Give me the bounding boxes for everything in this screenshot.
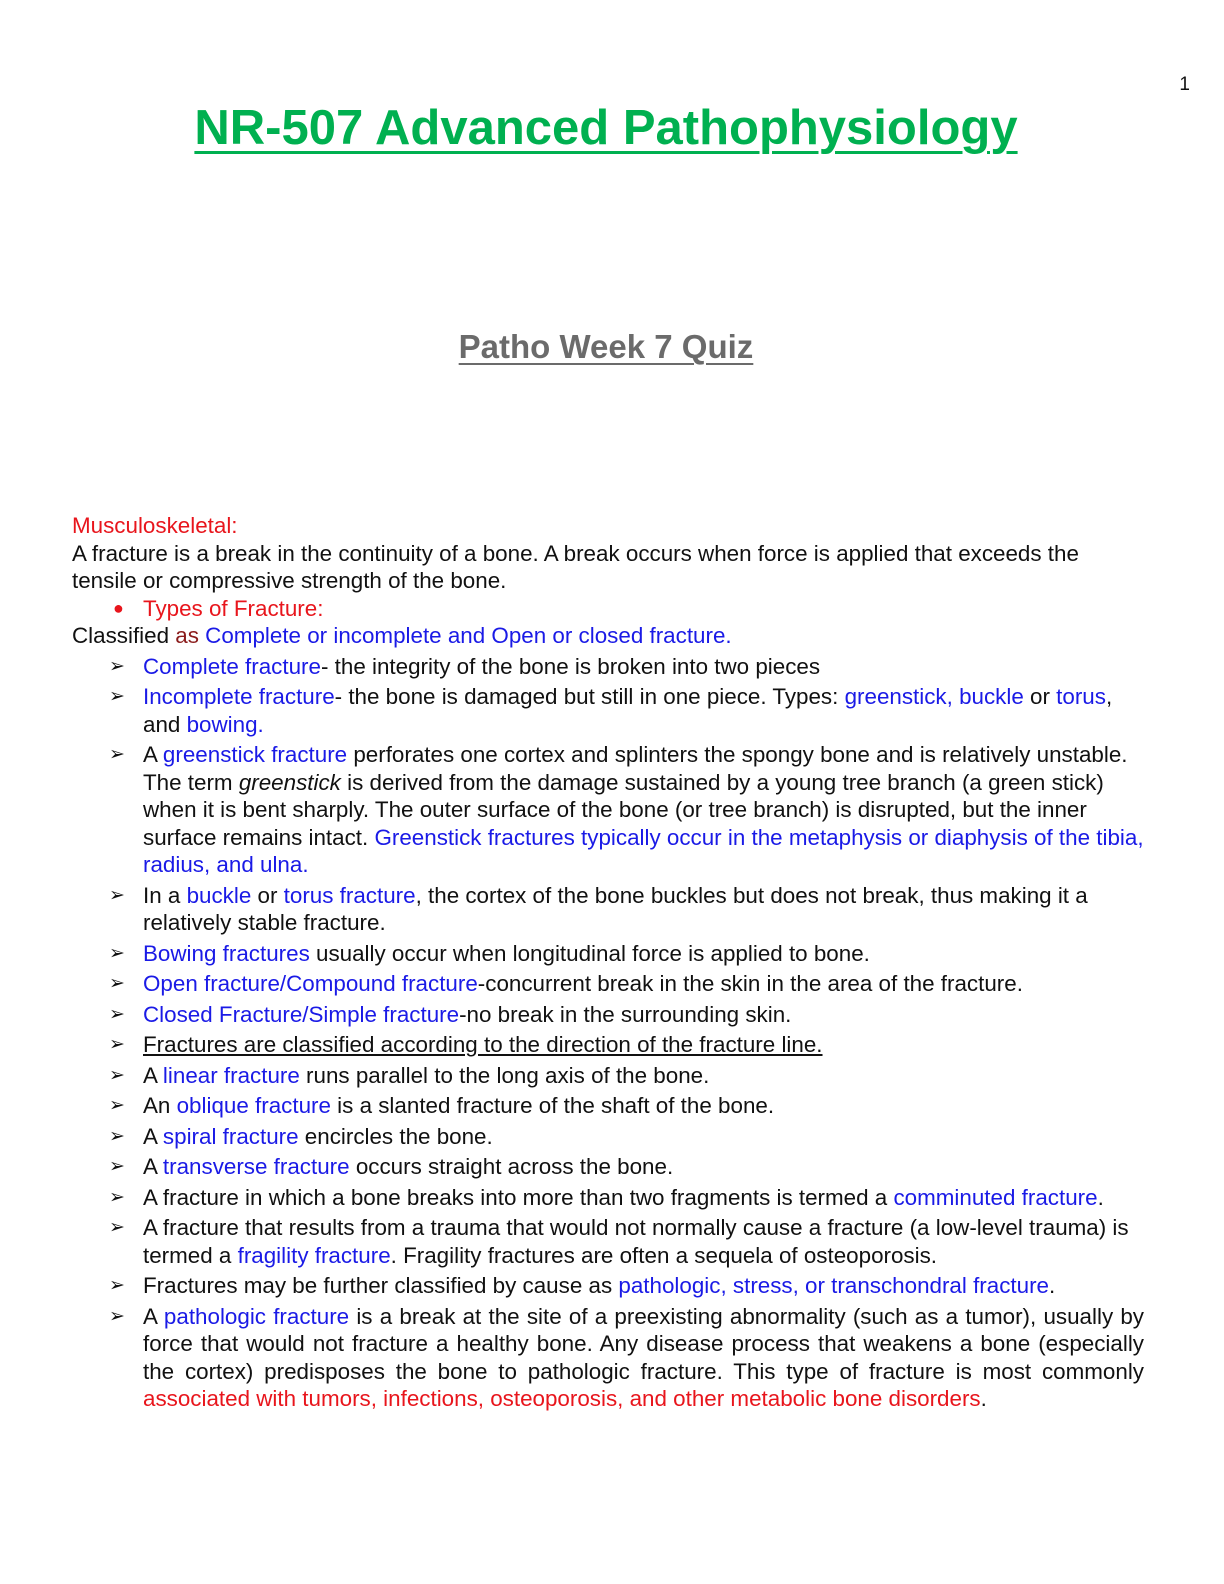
list-item	[72, 1184, 1144, 1212]
text-run: torus	[1056, 684, 1106, 709]
text-run: A	[143, 1062, 163, 1088]
list-item	[72, 1062, 1144, 1090]
arrow-bullet-icon: ➢	[109, 654, 125, 677]
text-run: transverse fracture	[162, 1154, 350, 1179]
text-run: is a break at the site of a preexisting abnormality (such as a tumor), usually by force that would not fracture a healthy bone. Any disease process that weakens a bone (especially the cortex) predisposes the bone to pathologic fracture. This type of fracture is most commonly	[143, 1303, 1145, 1384]
text-run: Bowing fractures	[143, 940, 310, 966]
text-run: Closed Fracture/Simple fracture	[143, 1001, 460, 1027]
text-run: .	[1048, 1273, 1056, 1298]
text-run: Fractures are classified according to the direction of the fracture line.	[143, 1032, 823, 1057]
text-run: fragility fracture	[237, 1242, 391, 1268]
arrow-bullet-icon: ➢	[109, 972, 125, 994]
text-run: or	[251, 882, 284, 908]
list-item	[72, 741, 1144, 879]
text-run: linear fracture	[162, 1062, 300, 1088]
text-run: Classified	[72, 623, 176, 648]
text-run: A	[143, 1123, 163, 1149]
text-run: pathologic fracture	[163, 1303, 350, 1329]
text-run: An	[143, 1093, 177, 1118]
text-run: - the integrity of the bone is broken into two pieces	[320, 653, 821, 679]
list-item	[72, 653, 1144, 681]
text-run: greenstick, buckle	[844, 684, 1024, 709]
document-body	[72, 512, 1144, 1413]
text-run: usually occur when longitudinal force is applied to bone.	[309, 940, 870, 966]
text-run: associated with tumors, infections, osteoporosis, and other metabolic bone disorders	[143, 1386, 981, 1411]
text-run: occurs straight across the bone.	[349, 1154, 674, 1179]
list-item	[72, 1214, 1144, 1269]
text-run: buckle	[186, 882, 252, 908]
list-item	[72, 1123, 1144, 1151]
arrow-bullet-icon: ➢	[109, 1094, 125, 1116]
text-run: greenstick fracture	[162, 742, 348, 767]
text-run: A	[143, 1303, 164, 1329]
text-run: spiral fracture	[162, 1123, 299, 1149]
text-run: pathologic, stress, or transchondral fracture	[618, 1273, 1049, 1298]
text-run: - the bone is damaged but still in one piece. Types:	[334, 684, 845, 709]
arrow-bullet-icon: ➢	[109, 1155, 125, 1177]
text-run: torus fracture	[283, 882, 416, 908]
list-item	[72, 1001, 1144, 1029]
text-run: or	[1023, 684, 1057, 709]
list-item	[72, 970, 1144, 998]
text-run: A	[143, 742, 163, 767]
text-run: In a	[143, 882, 187, 908]
section-label: Musculoskeletal:	[72, 513, 238, 538]
text-run: Incomplete fracture	[143, 684, 335, 709]
text-run: Complete fracture	[143, 653, 321, 679]
text-run: bowing.	[186, 711, 264, 737]
fracture-list	[72, 653, 1144, 1413]
text-run: , and	[143, 684, 1113, 737]
text-run: Fractures may be further classified by cause as	[143, 1273, 619, 1298]
bullet-dot-icon: ●	[113, 597, 124, 618]
text-run: . Fragility fractures are often a sequela of osteoporosis.	[390, 1242, 938, 1268]
arrow-bullet-icon: ➢	[109, 1033, 125, 1055]
classification-line	[72, 622, 1144, 650]
list-item	[72, 1153, 1144, 1181]
text-run: .	[980, 1386, 987, 1411]
text-run: encircles the bone.	[298, 1123, 493, 1149]
text-run: greenstick	[238, 769, 341, 795]
list-item	[72, 1303, 1144, 1413]
text-run: -no break in the surrounding skin.	[459, 1001, 792, 1027]
text-run: A fracture in which a bone breaks into more than two fragments is termed a	[143, 1184, 894, 1210]
list-item	[72, 940, 1144, 968]
text-run: is derived from the damage sustained by a young tree branch (a green stick) when it is bent sharply. The outer surface of the bone (or tree branch) is disrupted, but the inner surface remains intact.	[143, 769, 1104, 850]
arrow-bullet-icon: ➢	[109, 941, 125, 964]
list-item	[72, 1031, 1144, 1059]
list-item	[72, 1272, 1144, 1300]
text-run: -concurrent break in the skin in the area of the fracture.	[477, 971, 1023, 996]
text-run: perforates one cortex and splinters the spongy bone and is relatively unstable. The term	[143, 742, 1128, 795]
text-run: , the cortex of the bone buckles but does not break, thus making it a relatively stable fracture.	[143, 882, 1088, 935]
fracture-definition: A fracture is a break in the continuity of a bone. A break occurs when force is applied that exceeds the tensile or compressive strength of the bone.	[72, 540, 1079, 593]
arrow-bullet-icon: ➢	[109, 1216, 125, 1238]
arrow-bullet-icon: ➢	[109, 1304, 125, 1327]
list-item	[72, 683, 1144, 738]
list-item	[72, 1092, 1144, 1120]
types-label: Types of Fracture:	[143, 595, 324, 621]
list-item	[72, 882, 1144, 937]
document-title: NR-507 Advanced Pathophysiology	[194, 101, 1018, 155]
types-bullet	[72, 595, 1144, 623]
page-number: 1	[1179, 74, 1190, 95]
arrow-bullet-icon: ➢	[109, 1274, 125, 1296]
text-run: Greenstick fractures typically occur in the metaphysis or diaphysis of the tibia, radius, and ulna.	[143, 824, 1144, 877]
text-run: as	[175, 623, 206, 648]
text-run: runs parallel to the long axis of the bone.	[299, 1062, 710, 1088]
arrow-bullet-icon: ➢	[109, 743, 125, 765]
text-run: Complete or incomplete and Open or closed fracture.	[205, 623, 732, 648]
text-run: Open fracture/Compound fracture	[143, 971, 478, 996]
arrow-bullet-icon: ➢	[109, 883, 125, 906]
document-subtitle: Patho Week 7 Quiz	[458, 328, 754, 365]
text-run: is a slanted fracture of the shaft of the bone.	[330, 1093, 775, 1118]
text-run: .	[1097, 1184, 1104, 1210]
text-run: A fracture that results from a trauma that would not normally cause a fracture (a low-level trauma) is termed a	[143, 1215, 1129, 1268]
text-run: A	[143, 1154, 163, 1179]
arrow-bullet-icon: ➢	[109, 1185, 125, 1208]
text-run: oblique fracture	[176, 1093, 331, 1118]
arrow-bullet-icon: ➢	[109, 1124, 125, 1147]
arrow-bullet-icon: ➢	[109, 1002, 125, 1025]
text-run: comminuted fracture	[893, 1184, 1098, 1210]
arrow-bullet-icon: ➢	[109, 685, 125, 707]
arrow-bullet-icon: ➢	[109, 1063, 125, 1086]
